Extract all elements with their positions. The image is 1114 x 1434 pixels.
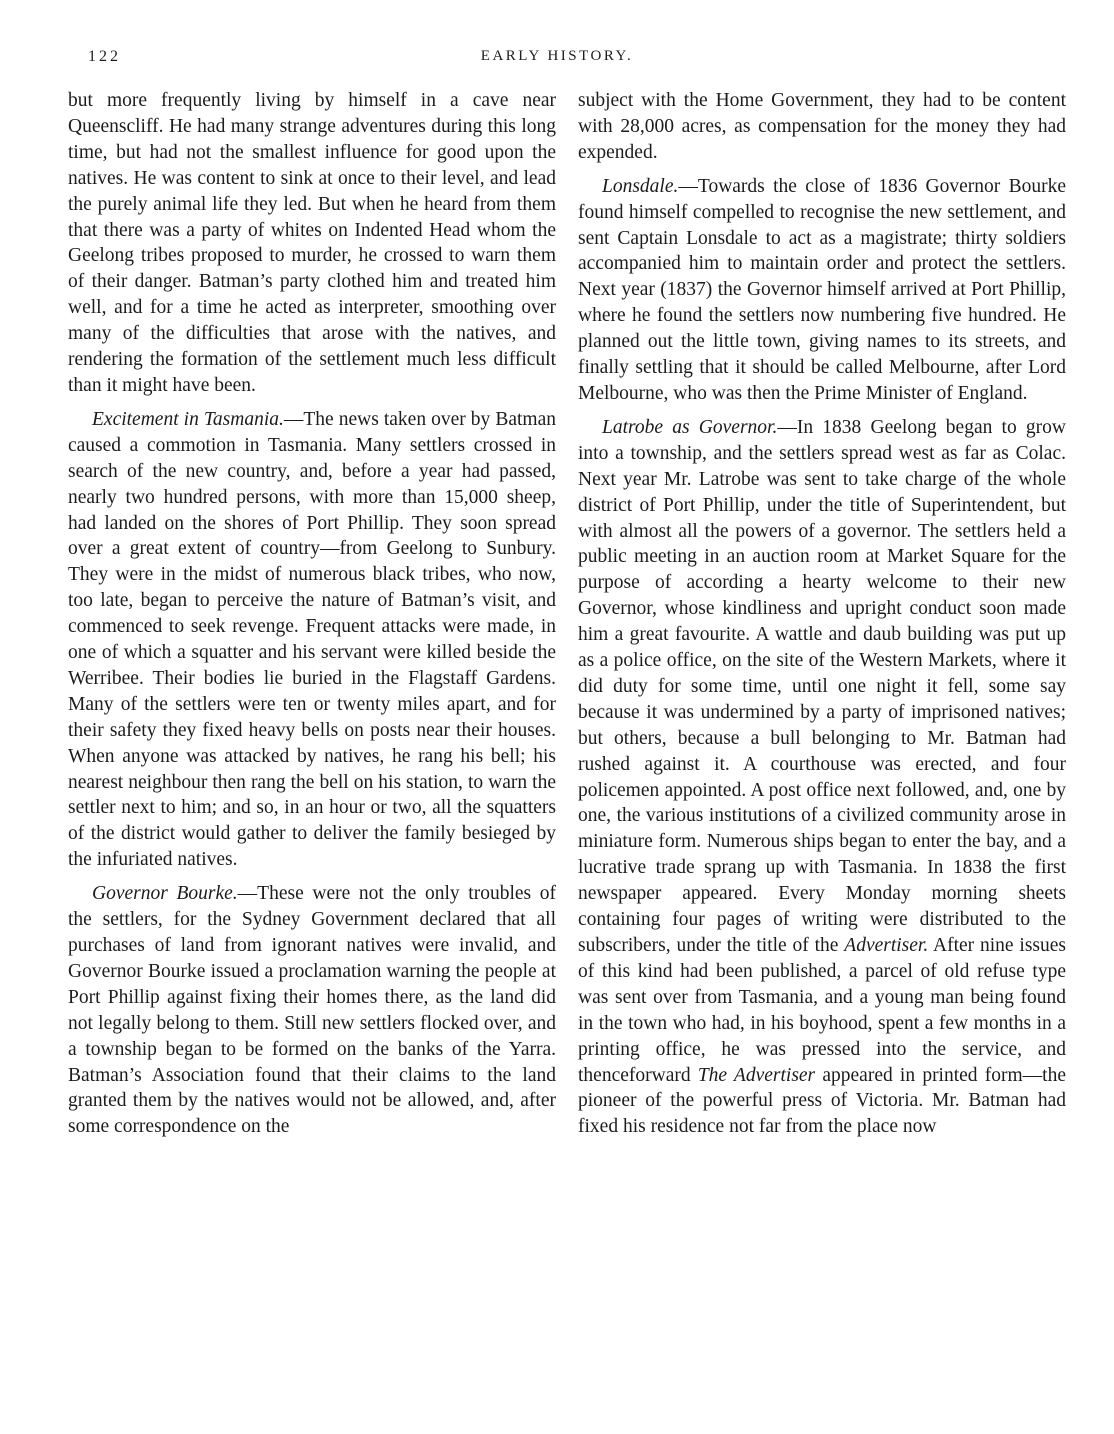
running-head: EARLY HISTORY. (480, 48, 634, 64)
paragraph-home-government (578, 88, 1066, 166)
paragraph-text: but more frequently living by himself in a cave near Queenscliff. He had many strange adventures during this long time, but had not the smallest influence for good upon the natives. He was content to sink at once to their level, and lead the purely animal life they led. But when he heard from them that there was a party of whites on Indented Head whom the Geelong tribes proposed to murder, he crossed to warn them of their danger. Batman’s party clothed him and treated him well, and for a time he acted as interpreter, smoothing over many of the difficulties that arose with the natives, and rendering the formation of the settlement much less difficult than it might have been. (68, 90, 556, 396)
paragraph-text: —In 1838 Geelong began to grow into a township, and the settlers spread west as far as Colac. Next year Mr. Latrobe was sent to take charge of the whole district of Port Phillip, under the title of Superintendent, but with almost all the powers of a governor. The settlers held a public meeting in an auction room at Market Square for the purpose of according a hearty welcome to their new Governor, whose kindliness and upright conduct soon made him a great favourite. A wattle and daub building was put up as a police office, on the site of the Western Markets, where it did duty for some time, until one night it fell, some say because it was undermined by a party of imprisoned natives; but others, because a bull belonging to Mr. Batman had rushed against it. A courthouse was erected, and four policemen appointed. A post office next followed, and, one by one, the various institutions of a civilized community arose in miniature form. Numerous ships began to enter the bay, and a lucrative trade sprang up with Tasmania. In 1838 the first newspaper appeared. Every Monday morning sheets containing four pages of writing were distributed to the subscribers, under the title of the (578, 416, 1067, 956)
paragraph-text: —The news taken over by Batman caused a commotion in Tasmania. Many settlers crossed in search of the new country, and, before a year had passed, nearly two hundred persons, with more than 15,000 sheep, had landed on the shores of Port Phillip. They soon spread over a great extent of country—from Geelong to Sunbury. They were in the midst of numerous black tribes, who now, too late, began to perceive the nature of Batman’s visit, and commenced to seek revenge. Frequent attacks were made, in one of which a squatter and his servant were killed beside the Werribee. Their bodies lie buried in the Flagstaff Gardens. Many of the settlers were ten or twenty miles apart, and for their safety they fixed heavy bells on posts near their houses. When anyone was attacked by natives, he rang his bell; his nearest neighbour then rang the bell on his station, to warn the settler next to him; and so, in an hour or two, all the squatters of the district would gather to deliver the family besieged by the infuriated natives. (68, 408, 557, 871)
section-heading-governor-bourke: Governor Bourke. (92, 883, 238, 905)
section-heading-latrobe-as-governor: Latrobe as Governor. (602, 416, 778, 438)
section-heading-excitement-in-tasmania: Excitement in Tasmania. (92, 408, 284, 430)
page-number: 122 (88, 48, 121, 65)
paragraph-lonsdale (578, 174, 1066, 407)
section-heading-lonsdale: Lonsdale. (602, 175, 679, 197)
newspaper-title-the-advertiser: The Advertiser (697, 1064, 816, 1086)
newspaper-title-advertiser: Advertiser. (844, 935, 929, 956)
paragraph-text: After nine issues of this kind had been published, a parcel of old refuse type was sent over from Tasmania, and a young man being found in the town who had, in his boyhood, spent a few months in a printing office, he was pressed into the service, and thenceforward (578, 935, 1066, 1086)
left-column (68, 88, 556, 1140)
paragraph-text: appeared in printed form—the pioneer of the powerful press of Victoria. Mr. Batman had fixed his residence not far from the place now (578, 1064, 1066, 1138)
paragraph-text: —Towards the close of 1836 Governor Bourke found himself compelled to recognise the new settlement, and sent Captain Lonsdale to act as a magistrate; thirty soldiers accompanied him to maintain order and protect the settlers. Next year (1837) the Governor himself arrived at Port Phillip, where he found the settlers now numbering five hundred. He planned out the little town, giving names to its streets, and finally settling that it should be called Melbourne, after Lord Melbourne, who was then the Prime Minister of England. (578, 175, 1066, 404)
paragraph-governor-bourke (68, 881, 556, 1140)
page-header (0, 48, 1114, 78)
right-column (578, 88, 1066, 1140)
paragraph-latrobe-as-governor (578, 415, 1066, 1140)
paragraph-text: —These were not the only troubles of the settlers, for the Sydney Government declared that all purchases of land from ignorant natives were invalid, and Governor Bourke issued a proclamation warning the people at Port Phillip against fixing their homes there, as the land did not legally belong to them. Still new settlers flocked over, and a township began to be formed on the banks of the Yarra. Batman’s Association found that their claims to the land granted them by the natives would not be allowed, and, after some correspondence on the (68, 883, 557, 1138)
paragraph-text: subject with the Home Government, they had to be content with 28,000 acres, as compensation for the money they had expended. (578, 90, 1066, 163)
paragraph-queenscliff (68, 88, 556, 399)
paragraph-excitement-in-tasmania (68, 407, 556, 873)
